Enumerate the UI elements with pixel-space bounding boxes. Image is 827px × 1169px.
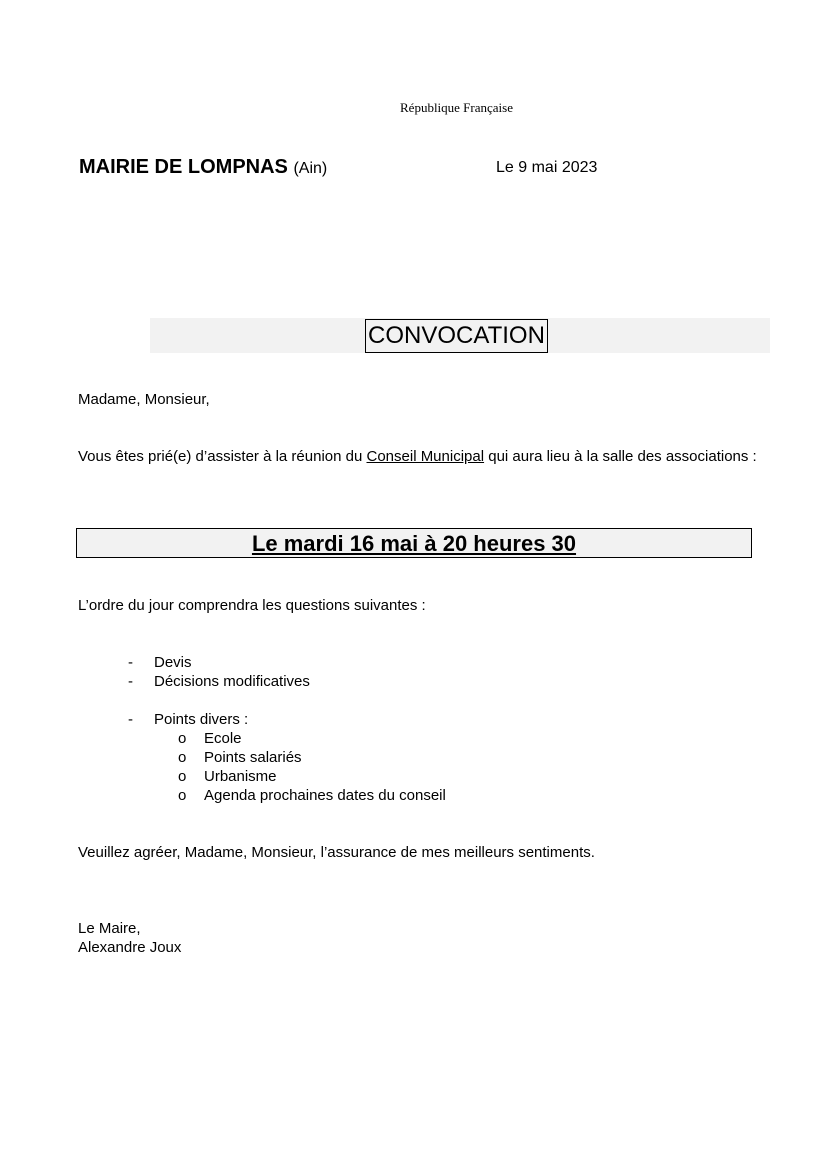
mairie-name: MAIRIE DE LOMPNAS <box>79 156 288 178</box>
circle-bullet: o <box>178 749 187 766</box>
list-item-decisions: Décisions modificatives <box>154 673 310 690</box>
letter-date: Le 9 mai 2023 <box>496 159 598 176</box>
republique-francaise: République Française <box>400 100 513 115</box>
conseil-municipal-text: Conseil Municipal <box>366 448 485 465</box>
convocation-title: CONVOCATION <box>365 319 548 353</box>
agenda-intro: L’ordre du jour comprendra les questions suivantes : <box>78 597 426 614</box>
meeting-date-box: Le mardi 16 mai à 20 heures 30 <box>76 528 752 558</box>
sub-item-ecole: Ecole <box>204 730 242 747</box>
signature-name: Alexandre Joux <box>78 939 182 956</box>
list-item-devis: Devis <box>154 654 192 671</box>
dash-marker: - <box>128 654 133 671</box>
intro-text-start: Vous êtes prié(e) d’assister à la réunion du <box>78 448 367 465</box>
circle-bullet: o <box>178 730 187 747</box>
mairie-heading <box>79 156 327 179</box>
dash-marker: - <box>128 711 133 728</box>
mairie-department: (Ain) <box>293 160 328 177</box>
salutation: Madame, Monsieur, <box>78 391 210 408</box>
circle-bullet: o <box>178 768 187 785</box>
closing-formula: Veuillez agréer, Madame, Monsieur, l’assurance de mes meilleurs sentiments. <box>78 844 595 861</box>
signature-role: Le Maire, <box>78 920 141 937</box>
circle-bullet: o <box>178 787 187 804</box>
intro-text-end: qui aura lieu à la salle des associations : <box>484 448 757 465</box>
dash-marker: - <box>128 673 133 690</box>
sub-item-agenda: Agenda prochaines dates du conseil <box>204 787 446 804</box>
sub-item-points-salaries: Points salariés <box>204 749 302 766</box>
list-item-points-divers: Points divers : <box>154 711 249 728</box>
intro-paragraph <box>78 448 768 466</box>
sub-item-urbanisme: Urbanisme <box>204 768 277 785</box>
